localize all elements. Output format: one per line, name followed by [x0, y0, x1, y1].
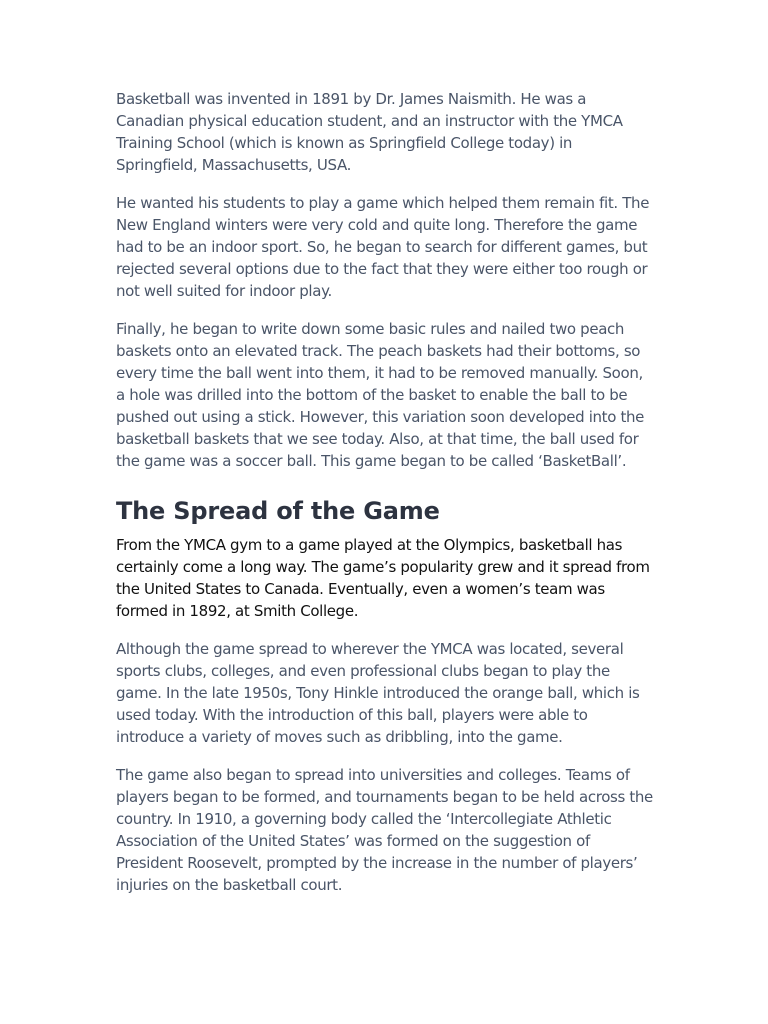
paragraph-motivation: He wanted his students to play a game which helped them remain fit. The New England winters were very cold and quite long. Therefore the game had to be an indoor sport. So, he began to search for different games, but rejected several options due to the fact that they were either too rough or not well suited for indoor play. [116, 194, 650, 300]
section-heading: The Spread of the Game [116, 497, 440, 525]
document-page [116, 88, 656, 912]
paragraph-orange-ball: Although the game spread to wherever the YMCA was located, several sports clubs, colleges, and even professional clubs began to play the game. In the late 1950s, Tony Hinkle introduced the orange ball, which is used today. With the introduction of this ball, players were able to introduce a variety of moves such as dribbling, into the game. [116, 640, 640, 746]
paragraph-ymca-to-olympics: From the YMCA gym to a game played at the Olympics, basketball has certainly come a long way. The game’s popularity grew and it spread from the United States to Canada. Eventually, even a women’s team was formed in 1892, at Smith College. [116, 536, 650, 620]
paragraph-universities: The game also began to spread into universities and colleges. Teams of players began to be formed, and tournaments began to be held across the country. In 1910, a governing body called the ‘Intercollegiate Athletic Association of the United States’ was formed on the suggestion of President Roosevelt, prompted by the increase in the number of players’ injuries on the basketball court. [116, 766, 653, 894]
paragraph-invention: Basketball was invented in 1891 by Dr. James Naismith. He was a Canadian physical education student, and an instructor with the YMCA Training School (which is known as Springfield College today) in Springfield, Massachusetts, USA. [116, 90, 623, 174]
paragraph-peach-baskets: Finally, he began to write down some basic rules and nailed two peach baskets onto an elevated track. The peach baskets had their bottoms, so every time the ball went into them, it had to be removed manually. Soon, a hole was drilled into the bottom of the basket to enable the ball to be pushed out using a stick. However, this variation soon developed into the basketball baskets that we see today. Also, at that time, the ball used for the game was a soccer ball. This game began to be called ‘BasketBall’. [116, 320, 645, 470]
